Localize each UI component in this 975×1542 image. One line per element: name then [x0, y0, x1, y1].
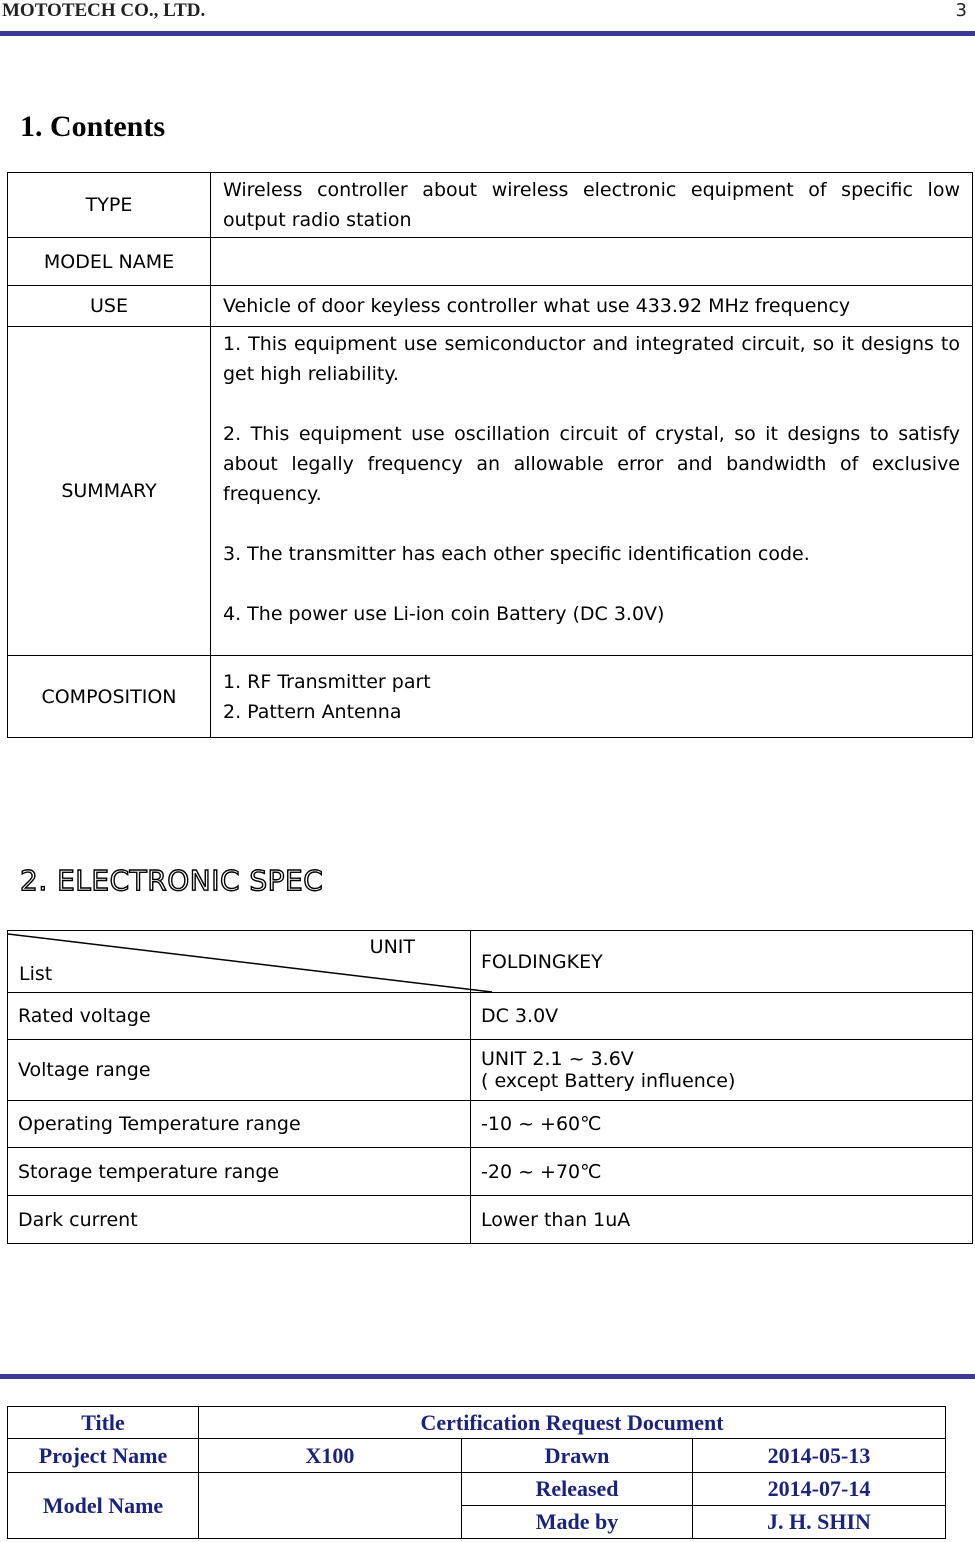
spec-value: -10 ~ +60℃: [471, 1101, 973, 1148]
footer-madeby-value: J. H. SHIN: [693, 1506, 946, 1539]
table-row: [8, 173, 973, 238]
table-row: [8, 1101, 973, 1148]
table-row: [8, 286, 973, 327]
summary-item: 1. This equipment use semiconductor and integrated circuit, so it designs to get high reliability.: [223, 333, 960, 385]
spec-value: [471, 1040, 973, 1101]
type-label: TYPE: [8, 173, 211, 238]
table-row: [8, 656, 973, 738]
table-row: [8, 1439, 946, 1473]
composition-label: COMPOSITION: [8, 656, 211, 738]
spec-label: Rated voltage: [8, 993, 471, 1040]
page-number: 3: [955, 0, 967, 21]
foldingkey-header: FOLDINGKEY: [471, 931, 973, 993]
spec-value-line: UNIT 2.1 ~ 3.6V: [481, 1048, 634, 1070]
footer-drawn-value: 2014-05-13: [693, 1439, 946, 1473]
footer-released-value: 2014-07-14: [693, 1473, 946, 1506]
use-label: USE: [8, 286, 211, 327]
composition-value: [211, 656, 973, 738]
composition-item: 2. Pattern Antenna: [223, 700, 402, 723]
model-name-value: [211, 238, 973, 286]
summary-item: 4. The power use Li-ion coin Battery (DC 3.0V): [223, 603, 665, 625]
summary-item: 2. This equipment use oscillation circuit of crystal, so it designs to satisfy about legally frequency an allowable error and bandwidth of exclusive frequency.: [223, 423, 960, 505]
use-value: Vehicle of door keyless controller what use 433.92 MHz frequency: [211, 286, 973, 327]
spec-label: Voltage range: [8, 1040, 471, 1101]
table-row: [8, 1040, 973, 1101]
spec-value: -20 ~ +70℃: [471, 1148, 973, 1196]
footer-model-value: [199, 1473, 462, 1539]
summary-item: 3. The transmitter has each other specific identification code.: [223, 543, 810, 565]
unit-header: UNIT: [369, 936, 415, 958]
footer-title-label: Title: [8, 1407, 199, 1439]
table-row: [8, 327, 973, 656]
spec-value: Lower than 1uA: [471, 1196, 973, 1244]
footer-model-label: Model Name: [8, 1473, 199, 1539]
footer-released-label: Released: [462, 1473, 693, 1506]
table-row: [8, 238, 973, 286]
table-row: [8, 993, 973, 1040]
footer-project-value: X100: [199, 1439, 462, 1473]
list-header: List: [19, 963, 53, 985]
spec-label: Storage temperature range: [8, 1148, 471, 1196]
section-2-title: 2. ELECTRONIC SPEC: [20, 864, 324, 897]
footer-drawn-label: Drawn: [462, 1439, 693, 1473]
contents-table: [7, 172, 973, 738]
company-name: MOTOTECH CO., LTD.: [2, 0, 206, 21]
footer-rule: [0, 1374, 975, 1379]
spec-label: Operating Temperature range: [8, 1101, 471, 1148]
table-row: [8, 1196, 973, 1244]
spec-value-line: ( except Battery influence): [481, 1070, 736, 1092]
table-row: [8, 1407, 946, 1439]
summary-value: [211, 327, 973, 656]
spec-label: Dark current: [8, 1196, 471, 1244]
footer-table: [7, 1406, 946, 1539]
spec-header-diagonal-cell: [8, 931, 471, 993]
spec-value: DC 3.0V: [471, 993, 973, 1040]
composition-item: 1. RF Transmitter part: [223, 670, 431, 693]
footer-title-value: Certification Request Document: [199, 1407, 946, 1439]
section-1-title: 1. Contents: [20, 110, 166, 143]
table-row: [8, 1473, 946, 1506]
header-rule: [0, 31, 975, 36]
table-row: [8, 1148, 973, 1196]
model-name-label: MODEL NAME: [8, 238, 211, 286]
summary-label: SUMMARY: [8, 327, 211, 656]
footer-project-label: Project Name: [8, 1439, 199, 1473]
spec-table: [7, 930, 973, 1244]
type-value: Wireless controller about wireless electronic equipment of specific low output radio station: [211, 173, 973, 238]
diagonal-line: [8, 931, 492, 993]
footer-madeby-label: Made by: [462, 1506, 693, 1539]
table-row: [8, 931, 973, 993]
